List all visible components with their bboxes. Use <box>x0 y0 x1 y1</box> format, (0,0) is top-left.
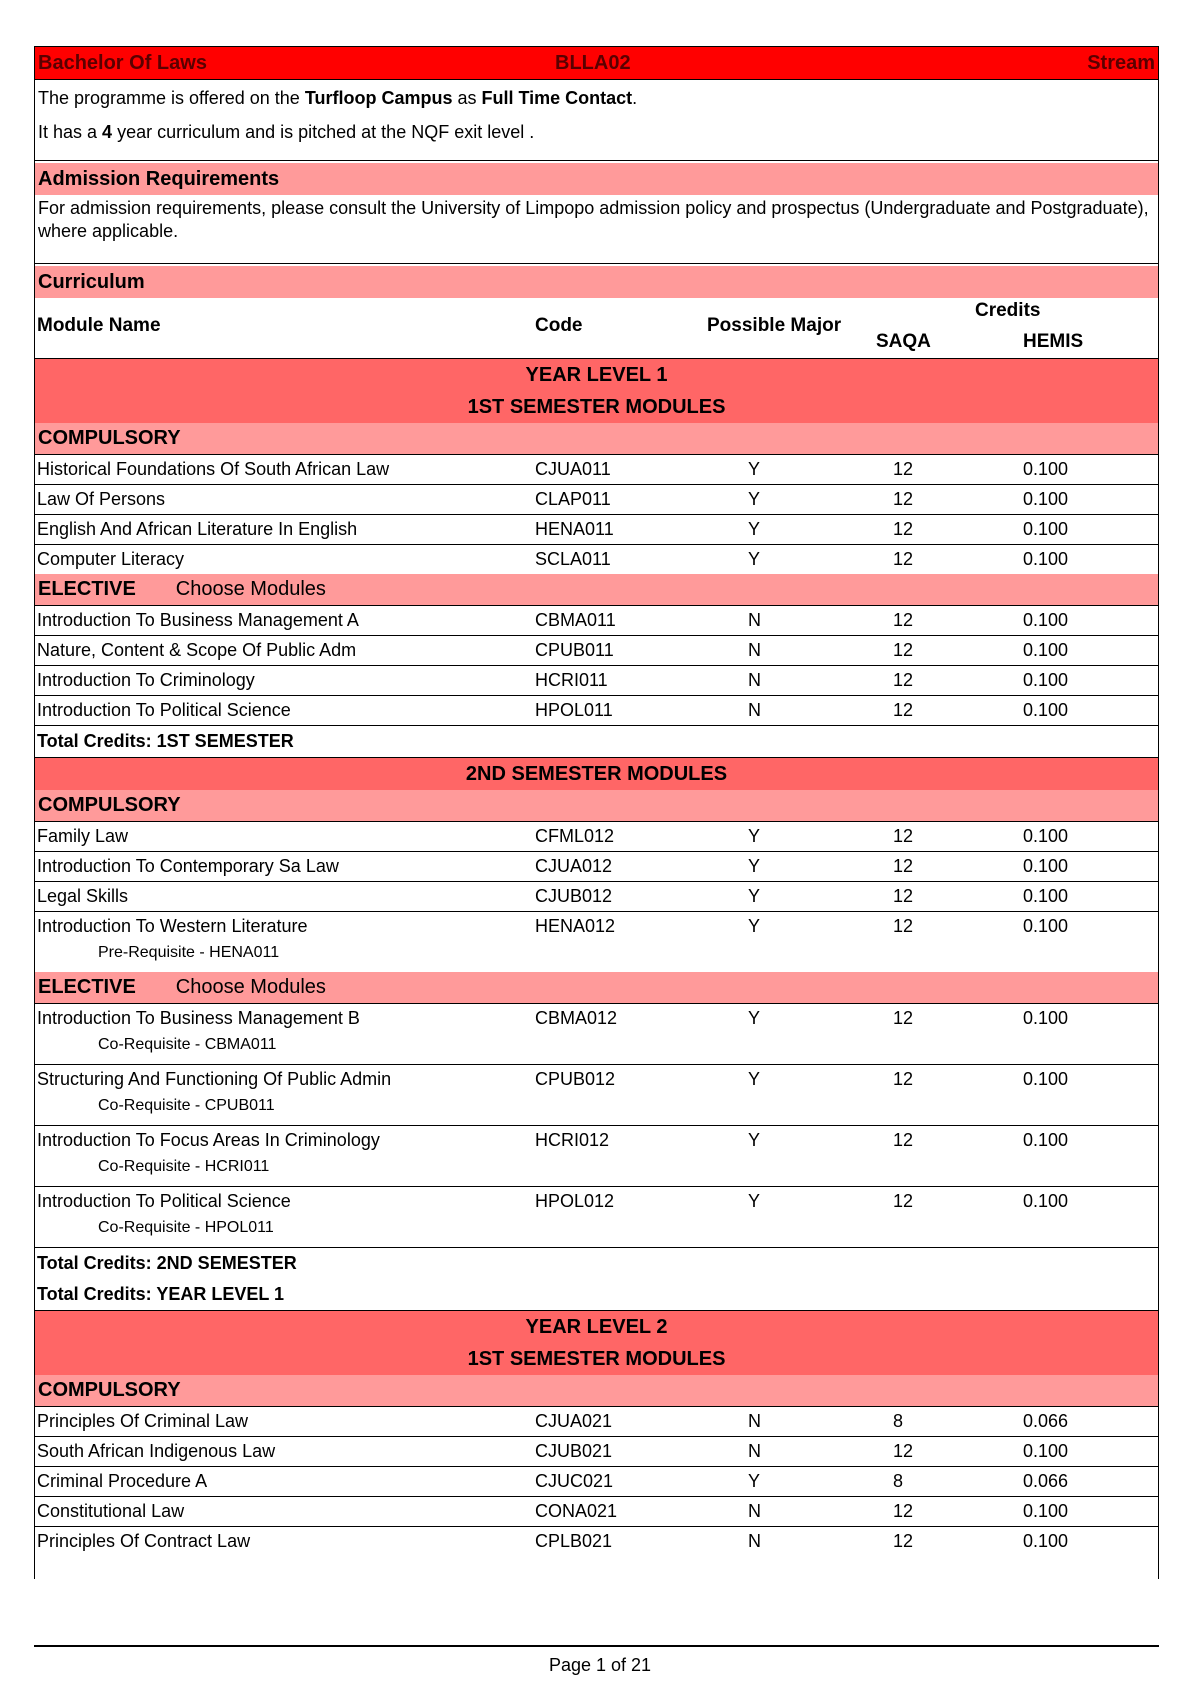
module-code: CJUA012 <box>535 856 613 876</box>
module-major: Y <box>748 1130 761 1150</box>
module-code: CJUB021 <box>535 1441 613 1461</box>
module-code: CPUB012 <box>535 1069 616 1089</box>
module-name: Principles Of Contract Law <box>37 1531 251 1551</box>
col-code: Code <box>535 315 583 336</box>
module-row <box>35 1065 1158 1126</box>
module-code: CPUB011 <box>535 640 614 660</box>
module-saqa-credits: 12 <box>893 1501 914 1521</box>
admission-text: For admission requirements, please consult the University of Limpopo admission policy and prospectus (Undergraduate and Postgraduate), where applicable. <box>35 195 1158 264</box>
document-page <box>34 46 1159 1579</box>
col-module-name: Module Name <box>37 315 161 336</box>
admission-heading: Admission Requirements <box>35 163 1158 195</box>
year-level-1-band <box>35 359 1158 423</box>
module-requisite: Co-Requisite - HPOL011 <box>98 1219 274 1236</box>
module-saqa-credits: 12 <box>893 489 914 509</box>
col-saqa: SAQA <box>876 331 931 352</box>
module-requisite: Co-Requisite - CPUB011 <box>98 1097 275 1114</box>
module-name: Structuring And Functioning Of Public Admin <box>37 1069 392 1089</box>
col-credits: Credits <box>975 300 1041 321</box>
module-major: Y <box>748 549 761 569</box>
module-row <box>35 515 1158 545</box>
module-saqa-credits: 12 <box>893 549 914 569</box>
module-name: Introduction To Business Management A <box>37 610 359 630</box>
module-saqa-credits: 12 <box>893 826 914 846</box>
module-saqa-credits: 12 <box>893 519 914 539</box>
module-code: CJUC021 <box>535 1471 614 1491</box>
module-code: CJUB012 <box>535 886 613 906</box>
module-major: Y <box>748 886 761 906</box>
module-name: Introduction To Western Literature <box>37 916 308 936</box>
module-saqa-credits: 12 <box>893 670 914 690</box>
module-code: CLAP011 <box>535 489 611 509</box>
module-code: HCRI012 <box>535 1130 610 1150</box>
choose-modules-label: Choose Modules <box>175 578 326 600</box>
module-requisite: Co-Requisite - CBMA011 <box>98 1036 277 1053</box>
module-hemis-credits: 0.100 <box>1023 459 1069 479</box>
module-code: HPOL011 <box>535 700 613 720</box>
semester-title: 1ST SEMESTER MODULES <box>467 396 726 418</box>
module-major: N <box>748 700 761 720</box>
module-major: Y <box>748 489 761 509</box>
module-row <box>35 1497 1158 1527</box>
module-major: N <box>748 1501 761 1521</box>
module-code: CJUA021 <box>535 1411 613 1431</box>
module-major: Y <box>748 916 761 936</box>
module-major: Y <box>748 1069 761 1089</box>
module-saqa-credits: 12 <box>893 1531 914 1551</box>
module-major: Y <box>748 1008 761 1028</box>
module-major: Y <box>748 826 761 846</box>
module-row <box>35 1437 1158 1467</box>
module-hemis-credits: 0.100 <box>1023 519 1069 539</box>
module-saqa-credits: 12 <box>893 916 914 936</box>
module-name: Introduction To Criminology <box>37 670 255 690</box>
module-hemis-credits: 0.100 <box>1023 610 1069 630</box>
module-requisite: Pre-Requisite - HENA011 <box>98 944 280 961</box>
module-row <box>35 852 1158 882</box>
programme-title-bar <box>34 46 1159 80</box>
module-saqa-credits: 8 <box>893 1411 904 1431</box>
module-saqa-credits: 8 <box>893 1471 904 1491</box>
module-name: English And African Literature In English <box>37 519 358 539</box>
module-hemis-credits: 0.100 <box>1023 489 1069 509</box>
module-saqa-credits: 12 <box>893 1191 914 1211</box>
module-saqa-credits: 12 <box>893 1008 914 1028</box>
module-hemis-credits: 0.100 <box>1023 1191 1069 1211</box>
choose-modules-label: Choose Modules <box>175 976 326 998</box>
module-saqa-credits: 12 <box>893 640 914 660</box>
module-code: SCLA011 <box>535 549 611 569</box>
module-name: South African Indigenous Law <box>37 1441 276 1461</box>
curriculum-column-headers <box>35 298 1158 359</box>
module-major: N <box>748 1441 761 1461</box>
programme-intro <box>35 80 1158 161</box>
module-hemis-credits: 0.100 <box>1023 1531 1069 1551</box>
module-code: CPLB021 <box>535 1531 613 1551</box>
compulsory-heading: COMPULSORY <box>35 1375 1158 1407</box>
module-hemis-credits: 0.100 <box>1023 700 1069 720</box>
module-row <box>35 1467 1158 1497</box>
module-code: CBMA012 <box>535 1008 618 1028</box>
module-row <box>35 912 1158 972</box>
curriculum-heading: Curriculum <box>35 266 1158 298</box>
compulsory-heading: COMPULSORY <box>35 423 1158 455</box>
campus-name: Turfloop Campus <box>304 88 453 108</box>
year-level-title: YEAR LEVEL 2 <box>525 1316 668 1338</box>
module-row <box>35 1187 1158 1248</box>
study-mode: Full Time Contact <box>481 88 633 108</box>
module-saqa-credits: 12 <box>893 1441 914 1461</box>
module-row <box>35 455 1158 485</box>
module-hemis-credits: 0.066 <box>1023 1471 1069 1491</box>
module-hemis-credits: 0.100 <box>1023 549 1069 569</box>
module-name: Computer Literacy <box>37 549 185 569</box>
year-level-2-band <box>35 1311 1158 1375</box>
module-row <box>35 545 1158 574</box>
module-code: HENA011 <box>535 519 614 539</box>
module-code: HPOL012 <box>535 1191 615 1211</box>
module-name: Nature, Content & Scope Of Public Adm <box>37 640 357 660</box>
module-code: CONA021 <box>535 1501 618 1521</box>
module-hemis-credits: 0.100 <box>1023 1501 1069 1521</box>
module-code: CJUA011 <box>535 459 611 479</box>
module-code: HENA012 <box>535 916 616 936</box>
module-hemis-credits: 0.100 <box>1023 1069 1069 1089</box>
module-name: Introduction To Business Management B <box>37 1008 360 1028</box>
module-hemis-credits: 0.100 <box>1023 1008 1069 1028</box>
year-level-title: YEAR LEVEL 1 <box>525 364 668 386</box>
module-row <box>35 1004 1158 1065</box>
module-row <box>35 606 1158 636</box>
module-saqa-credits: 12 <box>893 459 914 479</box>
total-credits-year-1: Total Credits: YEAR LEVEL 1 <box>35 1279 1158 1311</box>
module-name: Historical Foundations Of South African Law <box>37 459 390 479</box>
module-name: Law Of Persons <box>37 489 166 509</box>
module-hemis-credits: 0.100 <box>1023 856 1069 876</box>
module-major: Y <box>748 1471 761 1491</box>
module-name: Criminal Procedure A <box>37 1471 208 1491</box>
module-hemis-credits: 0.100 <box>1023 1130 1069 1150</box>
module-row <box>35 1527 1158 1556</box>
module-saqa-credits: 12 <box>893 1130 914 1150</box>
module-saqa-credits: 12 <box>893 856 914 876</box>
module-name: Introduction To Political Science <box>37 700 291 720</box>
module-saqa-credits: 12 <box>893 1069 914 1089</box>
module-major: N <box>748 1411 761 1431</box>
module-row <box>35 696 1158 726</box>
module-major: Y <box>748 459 761 479</box>
programme-stream: Stream <box>1087 51 1155 74</box>
col-possible-major: Possible Major <box>707 315 842 336</box>
duration-years: 4 <box>102 122 113 142</box>
footer-rule <box>34 1645 1159 1647</box>
intro-line-campus: The programme is offered on the Turfloop Campus as Full Time Contact. <box>38 88 638 108</box>
module-row <box>35 636 1158 666</box>
module-row <box>35 882 1158 912</box>
module-major: Y <box>748 856 761 876</box>
module-major: N <box>748 670 761 690</box>
module-major: N <box>748 1531 761 1551</box>
module-hemis-credits: 0.100 <box>1023 886 1069 906</box>
total-credits-semester-1: Total Credits: 1ST SEMESTER <box>35 726 1158 758</box>
module-name: Introduction To Political Science <box>37 1191 291 1211</box>
module-code: CBMA011 <box>535 610 616 630</box>
module-code: CFML012 <box>535 826 615 846</box>
total-credits-semester-2: Total Credits: 2ND SEMESTER <box>37 1253 297 1273</box>
module-name: Family Law <box>37 826 129 846</box>
module-name: Introduction To Focus Areas In Criminology <box>37 1130 380 1150</box>
module-hemis-credits: 0.100 <box>1023 640 1069 660</box>
compulsory-heading: COMPULSORY <box>35 790 1158 822</box>
module-hemis-credits: 0.100 <box>1023 826 1069 846</box>
module-row <box>35 666 1158 696</box>
module-row <box>35 485 1158 515</box>
module-saqa-credits: 12 <box>893 700 914 720</box>
intro-line-duration: It has a 4 year curriculum and is pitched at the NQF exit level . <box>38 122 535 142</box>
module-major: N <box>748 610 761 630</box>
module-name: Constitutional Law <box>37 1501 185 1521</box>
semester-2-band: 2ND SEMESTER MODULES <box>35 758 1158 790</box>
module-saqa-credits: 12 <box>893 610 914 630</box>
module-hemis-credits: 0.100 <box>1023 670 1069 690</box>
module-name: Principles Of Criminal Law <box>37 1411 249 1431</box>
module-hemis-credits: 0.100 <box>1023 916 1069 936</box>
module-row <box>35 822 1158 852</box>
module-name: Introduction To Contemporary Sa Law <box>37 856 339 876</box>
semester-title: 1ST SEMESTER MODULES <box>467 1348 726 1370</box>
module-saqa-credits: 12 <box>893 886 914 906</box>
module-hemis-credits: 0.100 <box>1023 1441 1069 1461</box>
module-requisite: Co-Requisite - HCRI011 <box>98 1158 270 1175</box>
programme-code: BLLA02 <box>555 51 631 74</box>
elective-heading: ELECTIVE Choose Modules <box>35 972 1158 1004</box>
module-hemis-credits: 0.066 <box>1023 1411 1069 1431</box>
module-major: N <box>748 640 761 660</box>
module-row <box>35 1126 1158 1187</box>
programme-name: Bachelor Of Laws <box>38 51 207 74</box>
module-name: Legal Skills <box>37 886 129 906</box>
elective-heading: ELECTIVE Choose Modules <box>35 574 1158 606</box>
module-major: Y <box>748 519 761 539</box>
page-number: Page 1 of 21 <box>548 1655 652 1675</box>
col-hemis: HEMIS <box>1023 331 1084 352</box>
module-major: Y <box>748 1191 761 1211</box>
module-code: HCRI011 <box>535 670 608 690</box>
module-row <box>35 1407 1158 1437</box>
